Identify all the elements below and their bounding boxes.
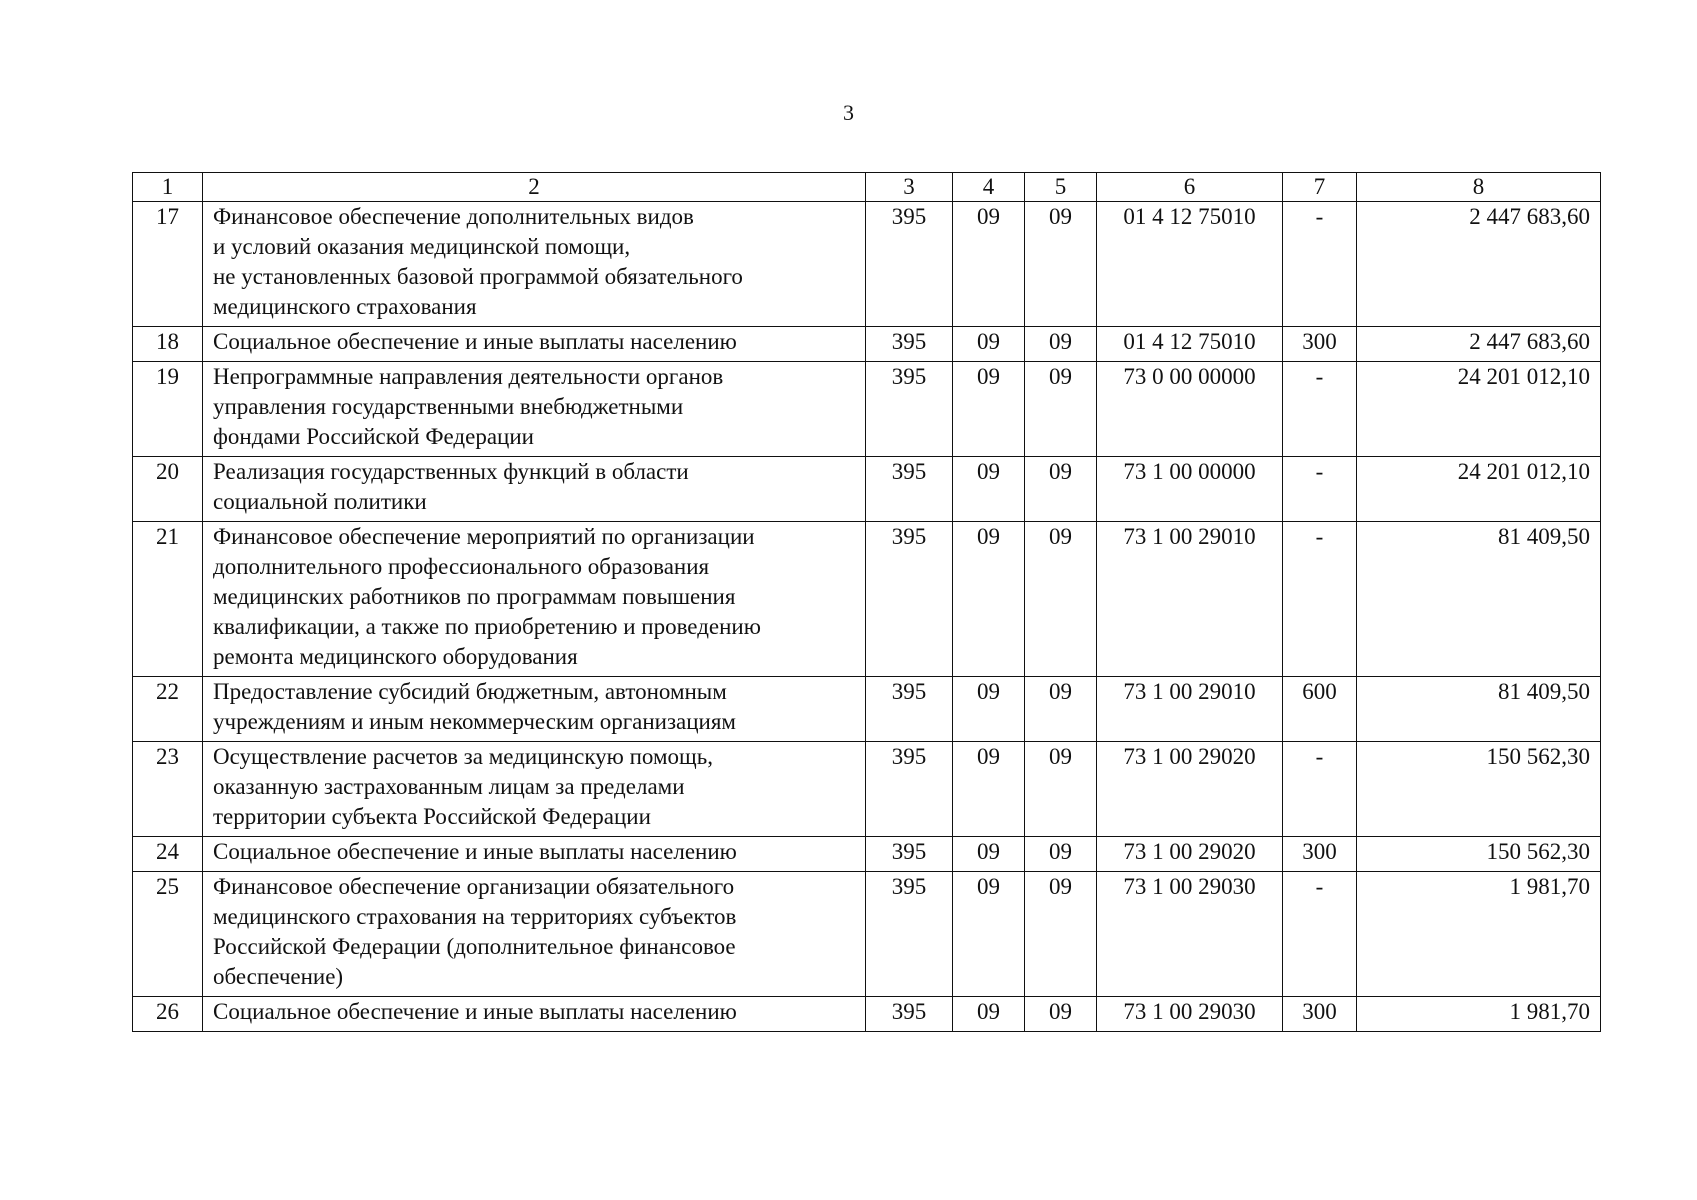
row-grbs-cell: 395 xyxy=(866,327,953,362)
row-name-line: фондами Российской Федерации xyxy=(213,424,534,449)
table-row xyxy=(133,997,1601,1032)
row-section-cell: 09 xyxy=(953,677,1025,742)
column-header-2: 2 xyxy=(203,173,866,202)
row-expense-type-cell: - xyxy=(1283,872,1357,997)
row-grbs-cell: 395 xyxy=(866,837,953,872)
row-name-line: медицинских работников по программам повышения xyxy=(213,584,736,609)
row-section-cell: 09 xyxy=(953,362,1025,457)
row-number-cell: 21 xyxy=(133,522,203,677)
row-subsection-cell: 09 xyxy=(1025,522,1097,677)
row-number-cell: 23 xyxy=(133,742,203,837)
row-name-line: Социальное обеспечение и иные выплаты населению xyxy=(213,839,737,864)
row-name-line: управления государственными внебюджетными xyxy=(213,394,684,419)
row-name-line: и условий оказания медицинской помощи, xyxy=(213,234,631,259)
row-target-article-cell: 01 4 12 75010 xyxy=(1097,202,1283,327)
column-header-3: 3 xyxy=(866,173,953,202)
row-name-line: Финансовое обеспечение дополнительных видов xyxy=(213,204,694,229)
row-name-line: Предоставление субсидий бюджетным, автономным xyxy=(213,679,727,704)
row-target-article-cell: 73 1 00 29020 xyxy=(1097,837,1283,872)
column-header-5: 5 xyxy=(1025,173,1097,202)
row-name-line: Социальное обеспечение и иные выплаты населению xyxy=(213,999,737,1024)
row-grbs-cell: 395 xyxy=(866,872,953,997)
table-row xyxy=(133,362,1601,457)
row-section-cell: 09 xyxy=(953,457,1025,522)
row-name-cell xyxy=(203,837,866,872)
row-name-cell xyxy=(203,362,866,457)
row-target-article-cell: 73 1 00 29010 xyxy=(1097,522,1283,677)
table-row xyxy=(133,837,1601,872)
row-target-article-cell: 73 1 00 29010 xyxy=(1097,677,1283,742)
table-row xyxy=(133,202,1601,327)
row-name-line: ремонта медицинского оборудования xyxy=(213,644,578,669)
row-name-cell xyxy=(203,522,866,677)
row-number-cell: 19 xyxy=(133,362,203,457)
row-expense-type-cell: - xyxy=(1283,362,1357,457)
row-grbs-cell: 395 xyxy=(866,202,953,327)
row-grbs-cell: 395 xyxy=(866,997,953,1032)
row-number-cell: 25 xyxy=(133,872,203,997)
row-target-article-cell: 73 1 00 29020 xyxy=(1097,742,1283,837)
row-target-article-cell: 73 1 00 29030 xyxy=(1097,872,1283,997)
row-name-line: Непрограммные направления деятельности органов xyxy=(213,364,724,389)
row-expense-type-cell: 300 xyxy=(1283,837,1357,872)
row-amount-cell: 24 201 012,10 xyxy=(1357,457,1601,522)
row-target-article-cell: 73 1 00 29030 xyxy=(1097,997,1283,1032)
row-name-line: Реализация государственных функций в области xyxy=(213,459,689,484)
page-number: 3 xyxy=(843,100,854,125)
table-row xyxy=(133,872,1601,997)
column-header-1: 1 xyxy=(133,173,203,202)
row-amount-cell: 150 562,30 xyxy=(1357,837,1601,872)
budget-table xyxy=(132,172,1601,1032)
row-number-cell: 24 xyxy=(133,837,203,872)
row-subsection-cell: 09 xyxy=(1025,742,1097,837)
row-grbs-cell: 395 xyxy=(866,522,953,677)
row-name-cell xyxy=(203,677,866,742)
row-grbs-cell: 395 xyxy=(866,742,953,837)
row-name-line: не установленных базовой программой обязательного xyxy=(213,264,743,289)
row-expense-type-cell: - xyxy=(1283,742,1357,837)
row-amount-cell: 1 981,70 xyxy=(1357,872,1601,997)
row-name-line: дополнительного профессионального образования xyxy=(213,554,710,579)
row-subsection-cell: 09 xyxy=(1025,327,1097,362)
row-name-cell xyxy=(203,872,866,997)
column-header-7: 7 xyxy=(1283,173,1357,202)
table-row xyxy=(133,742,1601,837)
row-name-line: обеспечение) xyxy=(213,964,344,989)
row-subsection-cell: 09 xyxy=(1025,997,1097,1032)
row-name-line: оказанную застрахованным лицам за пределами xyxy=(213,774,685,799)
row-section-cell: 09 xyxy=(953,997,1025,1032)
row-subsection-cell: 09 xyxy=(1025,837,1097,872)
row-name-line: медицинского страхования xyxy=(213,294,477,319)
table-body xyxy=(133,202,1601,1032)
row-name-cell xyxy=(203,202,866,327)
row-expense-type-cell: 300 xyxy=(1283,327,1357,362)
row-amount-cell: 2 447 683,60 xyxy=(1357,327,1601,362)
row-subsection-cell: 09 xyxy=(1025,457,1097,522)
row-amount-cell: 81 409,50 xyxy=(1357,677,1601,742)
row-expense-type-cell: 300 xyxy=(1283,997,1357,1032)
row-subsection-cell: 09 xyxy=(1025,362,1097,457)
row-grbs-cell: 395 xyxy=(866,457,953,522)
row-number-cell: 17 xyxy=(133,202,203,327)
row-section-cell: 09 xyxy=(953,522,1025,677)
row-expense-type-cell: - xyxy=(1283,457,1357,522)
row-target-article-cell: 73 0 00 00000 xyxy=(1097,362,1283,457)
row-name-line: Финансовое обеспечение мероприятий по организации xyxy=(213,524,755,549)
row-amount-cell: 1 981,70 xyxy=(1357,997,1601,1032)
row-subsection-cell: 09 xyxy=(1025,202,1097,327)
row-number-cell: 20 xyxy=(133,457,203,522)
table-header-row xyxy=(133,173,1601,202)
column-header-8: 8 xyxy=(1357,173,1601,202)
column-header-4: 4 xyxy=(953,173,1025,202)
row-amount-cell: 2 447 683,60 xyxy=(1357,202,1601,327)
table-row xyxy=(133,522,1601,677)
row-section-cell: 09 xyxy=(953,327,1025,362)
row-expense-type-cell: - xyxy=(1283,202,1357,327)
row-number-cell: 18 xyxy=(133,327,203,362)
row-amount-cell: 150 562,30 xyxy=(1357,742,1601,837)
table-row xyxy=(133,457,1601,522)
row-name-line: медицинского страхования на территориях субъектов xyxy=(213,904,737,929)
row-grbs-cell: 395 xyxy=(866,677,953,742)
table-row xyxy=(133,327,1601,362)
row-name-cell xyxy=(203,327,866,362)
row-name-line: Социальное обеспечение и иные выплаты населению xyxy=(213,329,737,354)
row-name-cell xyxy=(203,742,866,837)
row-name-line: социальной политики xyxy=(213,489,427,514)
row-name-line: квалификации, а также по приобретению и проведению xyxy=(213,614,761,639)
row-section-cell: 09 xyxy=(953,837,1025,872)
row-grbs-cell: 395 xyxy=(866,362,953,457)
row-name-line: Российской Федерации (дополнительное финансовое xyxy=(213,934,736,959)
row-expense-type-cell: - xyxy=(1283,522,1357,677)
row-section-cell: 09 xyxy=(953,742,1025,837)
row-number-cell: 22 xyxy=(133,677,203,742)
row-amount-cell: 81 409,50 xyxy=(1357,522,1601,677)
row-number-cell: 26 xyxy=(133,997,203,1032)
row-name-line: Осуществление расчетов за медицинскую помощь, xyxy=(213,744,713,769)
row-expense-type-cell: 600 xyxy=(1283,677,1357,742)
row-name-line: учреждениям и иным некоммерческим организациям xyxy=(213,709,736,734)
table-row xyxy=(133,677,1601,742)
row-amount-cell: 24 201 012,10 xyxy=(1357,362,1601,457)
row-name-cell xyxy=(203,457,866,522)
row-name-cell xyxy=(203,997,866,1032)
row-section-cell: 09 xyxy=(953,872,1025,997)
row-target-article-cell: 01 4 12 75010 xyxy=(1097,327,1283,362)
row-name-line: территории субъекта Российской Федерации xyxy=(213,804,651,829)
row-name-line: Финансовое обеспечение организации обязательного xyxy=(213,874,735,899)
row-target-article-cell: 73 1 00 00000 xyxy=(1097,457,1283,522)
row-subsection-cell: 09 xyxy=(1025,677,1097,742)
row-section-cell: 09 xyxy=(953,202,1025,327)
row-subsection-cell: 09 xyxy=(1025,872,1097,997)
column-header-6: 6 xyxy=(1097,173,1283,202)
